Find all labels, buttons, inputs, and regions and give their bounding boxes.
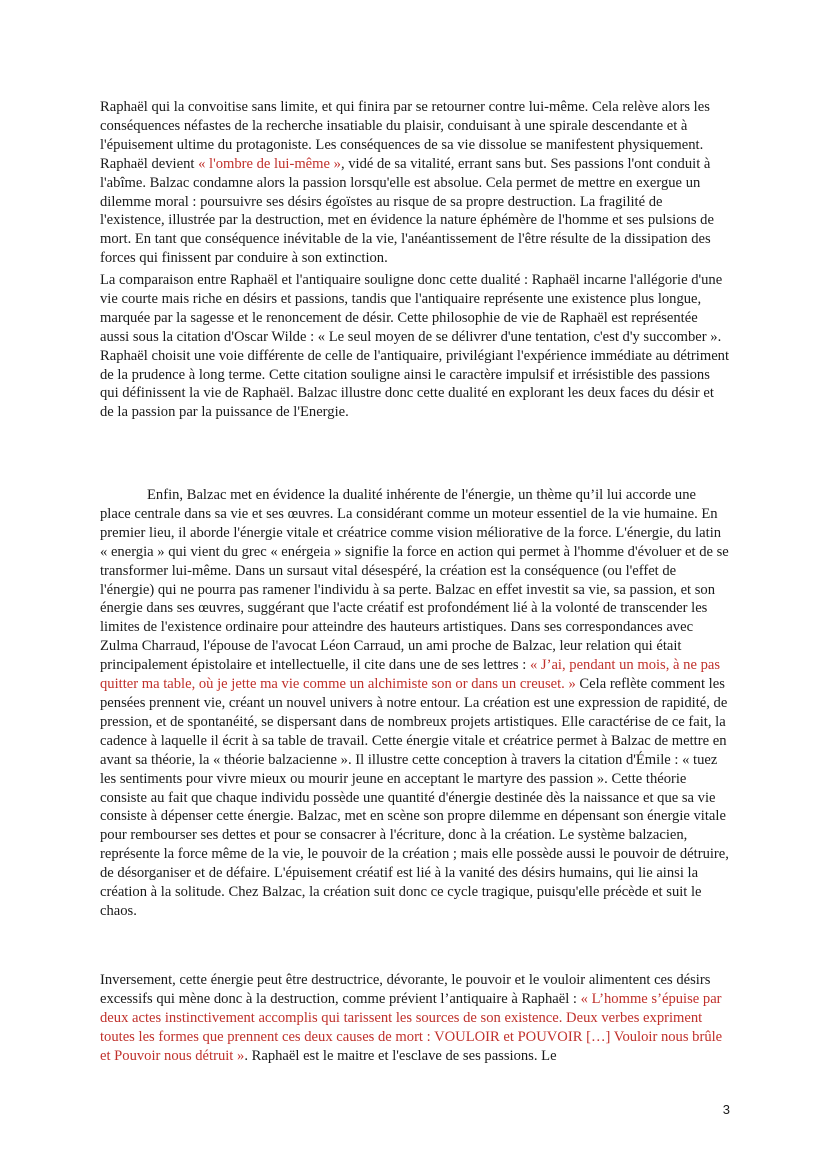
text-segment: La comparaison entre Raphaël et l'antiquaire souligne donc cette dualité : Raphaël incarne l'allégorie d'une vie courte mais riche en désirs et passions, tandis que l'antiquaire représente une existence plus longue, marquée par la sagesse et le renoncement de désir. Cette philosophie de vie de Raphaël est représentée aussi sous la citation d'Oscar Wilde : « Le seul moyen de se délivrer d'une tentation, c'est d'y succomber ». Raphaël choisit une voie différente de celle de l'antiquaire, privilégiant l'expérience immédiate au détriment de la prudence à long terme. Cette citation souligne ainsi le caractère impulsif et irrésistible des passions qui définissent la vie de Raphaël. Balzac illustre donc cette dualité en explorant les deux faces du désir et de la passion par la puissance de l'Energie. bbox=[100, 272, 730, 421]
text-segment: , vidé de sa vitalité, errant sans but. Ses passions l'ont conduit à l'abîme. Balzac condamne alors la passion lorsqu'elle est absolue. Cela permet de mettre en exergue un dilemme moral : poursuivre ses désirs égoïstes au risque de sa propre destruction. La fragilité de l'existence, illustrée par la destruction, met en évidence la nature éphémère de l'homme et ses pulsions de mort. En tant que conséquence inévitable de la vie, l'anéantissement de l'être résulte de la dissipation des forces qui finissent par conduire à son extinction. bbox=[100, 155, 714, 267]
paragraph-energie-creatrice bbox=[100, 486, 730, 921]
paragraph-energie-destructrice bbox=[100, 971, 730, 1066]
text-segment: Enfin, Balzac met en évidence la dualité inhérente de l'énergie, un thème qu’il lui accorde une place centrale dans sa vie et ses œuvres. La considérant comme un moteur essentiel de la vie humaine. En premier lieu, il aborde l'énergie vitale et créatrice comme vision méliorative de la force. L'énergie, du latin « energia » qui vient du grec « enérgeia » signifie la force en action qui permet à l'homme d'évoluer et de se transformer lui-même. Dans un sursaut vital désespéré, la création est la conséquence (ou l'effet de l'énergie) qui ne pourra pas ramener l'individu à sa perte. Balzac en effet investit sa vie, sa passion, et son énergie dans ses œuvres, suggérant que l'acte créatif est profondément lié à la volonté de transcender les limites de l'existence ordinaire pour atteindre des hauteurs artistiques. Dans ses correspondances avec Zulma Charraud, l'épouse de l'avocat Léon Carraud, un ami proche de Balzac, leur relation qui était principalement épistolaire et intellectuelle, il cite dans une de ses lettres : bbox=[100, 487, 729, 674]
quote-alchimiste: « J’ai, pendant un mois, à ne pas quitter ma table, où je jette ma vie comme un alchimiste son or dans un creuset. » bbox=[100, 657, 721, 693]
page-number: 3 bbox=[722, 1102, 730, 1117]
paragraph-comparaison-antiquaire bbox=[100, 271, 730, 422]
quote-vouloir-pouvoir: « L’homme s’épuise par deux actes instinctivement accomplis qui tarissent les sources de son existence. Deux verbes expriment toutes les formes que prennent ces deux causes de mort : VOULOIR et POUVOIR […] Vouloir nous brûle et Pouvoir nous détruit » bbox=[100, 990, 723, 1064]
quote-ombre: « l'ombre de lui-même » bbox=[198, 155, 341, 172]
text-segment: Raphaël qui la convoitise sans limite, et qui finira par se retourner contre lui-même. Cela relève alors les conséquences néfastes de la recherche insatiable du plaisir, conduisant à une spirale descendante et à l'épuisement ultime du protagoniste. Les conséquences de sa vie dissolue se manifestent physiquement. Raphaël devient bbox=[100, 99, 710, 172]
text-segment: Inversement, cette énergie peut être destructrice, dévorante, le pouvoir et le vouloir alimentent ces désirs excessifs qui mène donc à la destruction, comme prévient l’antiquaire à Raphaël : bbox=[100, 972, 711, 1007]
text-segment: Cela reflète comment les pensées prennent vie, créant un nouvel univers à notre entour. La création est une expression de rapidité, de pression, et de spontanéité, se dispersant dans de nombreux projets artistiques. Elle caractérise de ce fait, la cadence à laquelle il écrit à sa table de travail. Cette énergie vitale et créatrice permet à Balzac de mettre en avant sa théorie, la « théorie balzacienne ». Il illustre cette conception à travers la citation d'Émile : « tuez les sentiments pour vivre mieux ou mourir jeune en acceptant le martyre des passion ». Cette théorie consiste au fait que chaque individu possède une quantité d'énergie destinée dès la naissance et que sa vie consiste à dépenser cette énergie. Balzac, met en scène son propre dilemme en dépensant son énergie vitale pour rembourser ses dettes et pour se consacrer à l'écriture, donc à la création. Le système balzacien, représente la force même de la vie, le pouvoir de la création ; mais elle possède aussi le pouvoir de détruire, de désorganiser et de défaire. L'épuisement créatif est lié à la vanité des désirs humains, qui lie ainsi la création à la solitude. Chez Balzac, la création suit donc ce cycle tragique, puisqu'elle précède et suit le chaos. bbox=[100, 676, 729, 919]
text-segment: . Raphaël est le maitre et l'esclave de ses passions. Le bbox=[244, 1047, 557, 1064]
paragraph-raphael-destruction bbox=[100, 98, 730, 268]
